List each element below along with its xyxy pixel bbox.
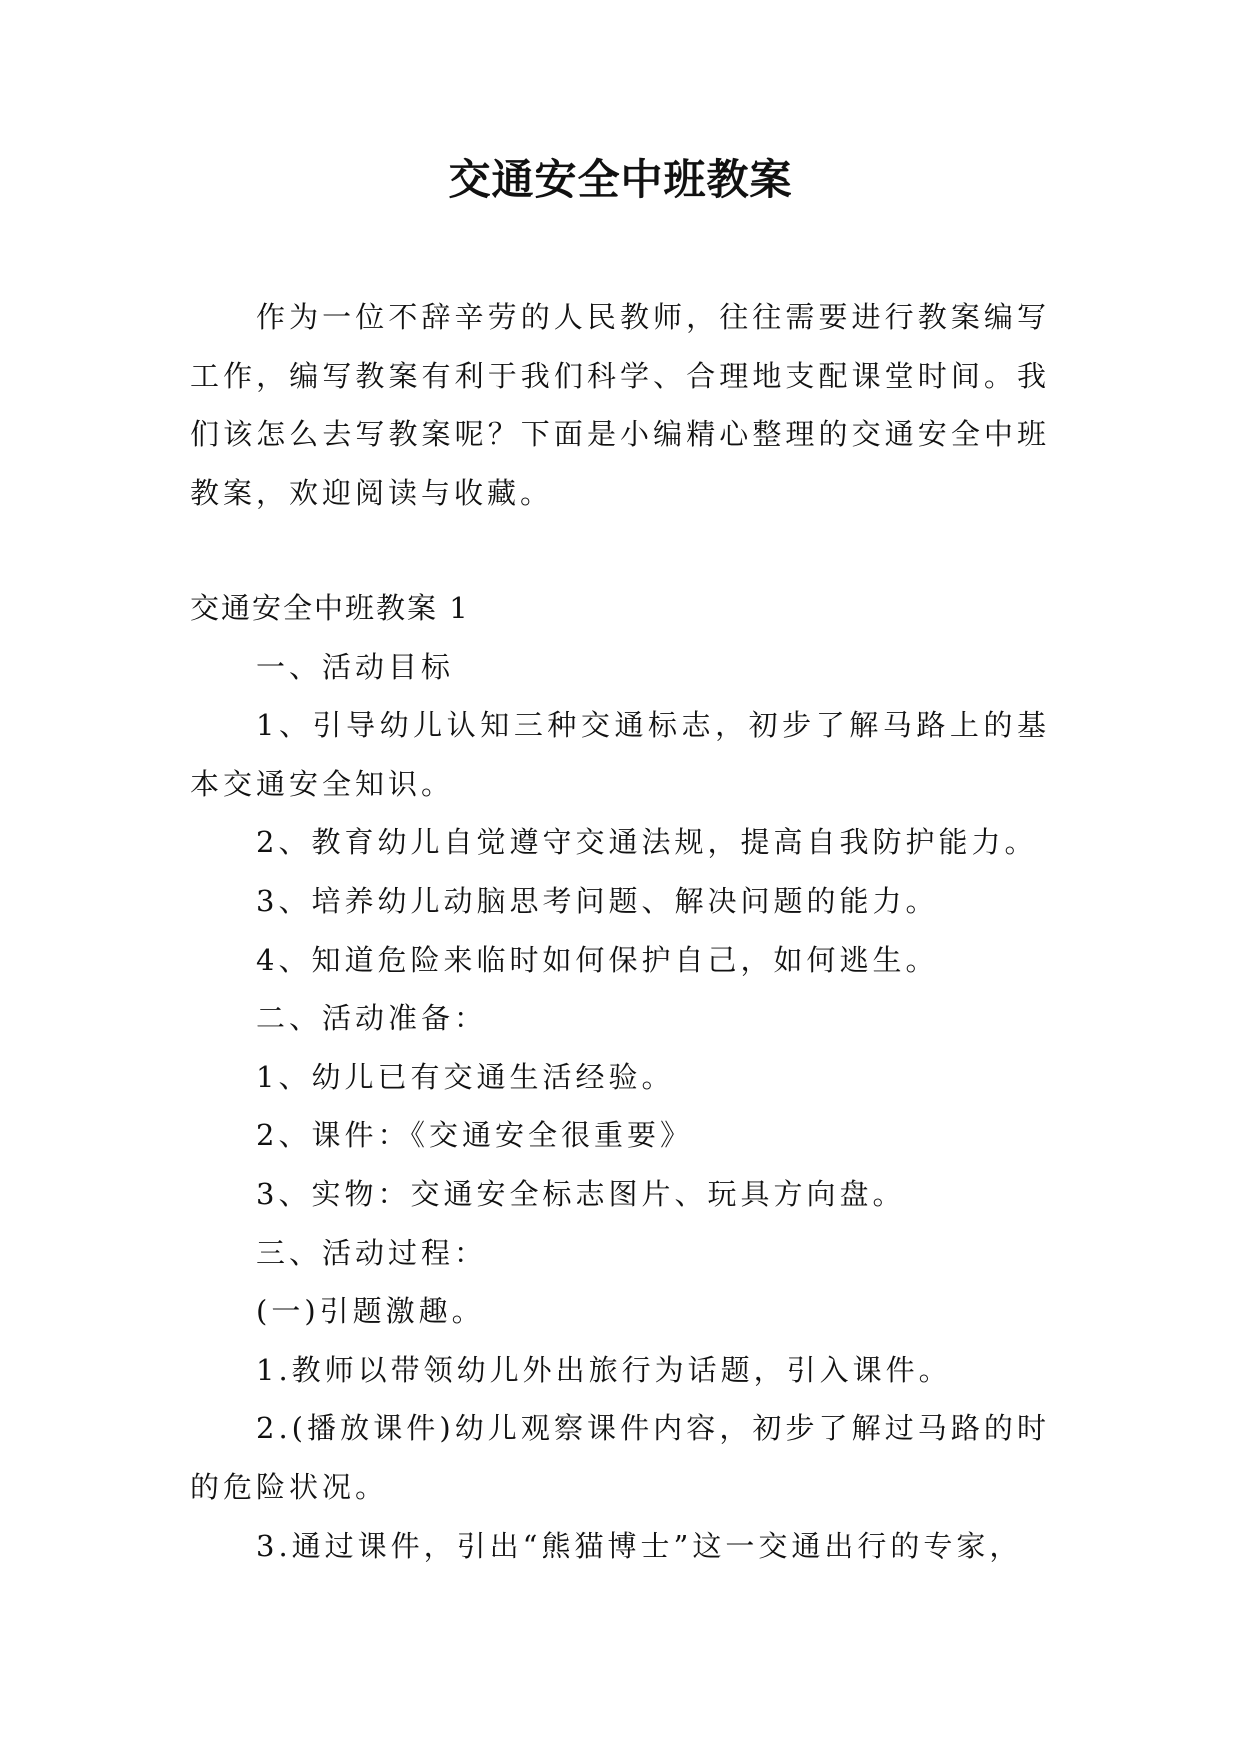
paragraph: 三、活动过程：: [256, 1235, 488, 1270]
paragraph: 2.(播放课件)幼儿观察课件内容，初步了解过马路的时的危险状况。: [190, 1411, 1050, 1504]
paragraph: 3.通过课件，引出“熊猫博士”这一交通出行的专家，: [256, 1528, 1023, 1563]
document-title: 交通安全中班教案: [448, 155, 793, 204]
paragraph: 二、活动准备：: [256, 1001, 488, 1036]
paragraph: 2、教育幼儿自觉遵守交通法规，提高自我防护能力。: [256, 825, 1038, 860]
section-heading: 交通安全中班教案 1: [190, 591, 470, 625]
paragraph: 1、幼儿已有交通生活经验。: [256, 1059, 675, 1094]
lesson-plan-content: [190, 579, 1050, 1575]
paragraph: 3、培养幼儿动脑思考问题、解决问题的能力。: [256, 883, 939, 918]
paragraph: 1.教师以带领幼儿外出旅行为话题，引入课件。: [256, 1352, 952, 1387]
paragraph: (一)引题激趣。: [256, 1294, 485, 1329]
paragraph: 3、实物：交通安全标志图片、玩具方向盘。: [256, 1176, 906, 1211]
intro-text: 作为一位不辞辛劳的人民教师，往往需要进行教案编写工作，编写教案有利于我们科学、合理地支配课堂时间。我们该怎么去写教案呢？下面是小编精心整理的交通安全中班教案，欢迎阅读与收藏。: [190, 300, 1050, 510]
paragraph: 1、引导幼儿认知三种交通标志，初步了解马路上的基本交通安全知识。: [190, 708, 1050, 801]
paragraph: 2、课件：《交通安全很重要》: [256, 1118, 693, 1153]
intro-paragraph: [190, 288, 1050, 522]
paragraph: 一、活动目标: [256, 649, 455, 684]
paragraph: 4、知道危险来临时如何保护自己，如何逃生。: [256, 942, 939, 977]
